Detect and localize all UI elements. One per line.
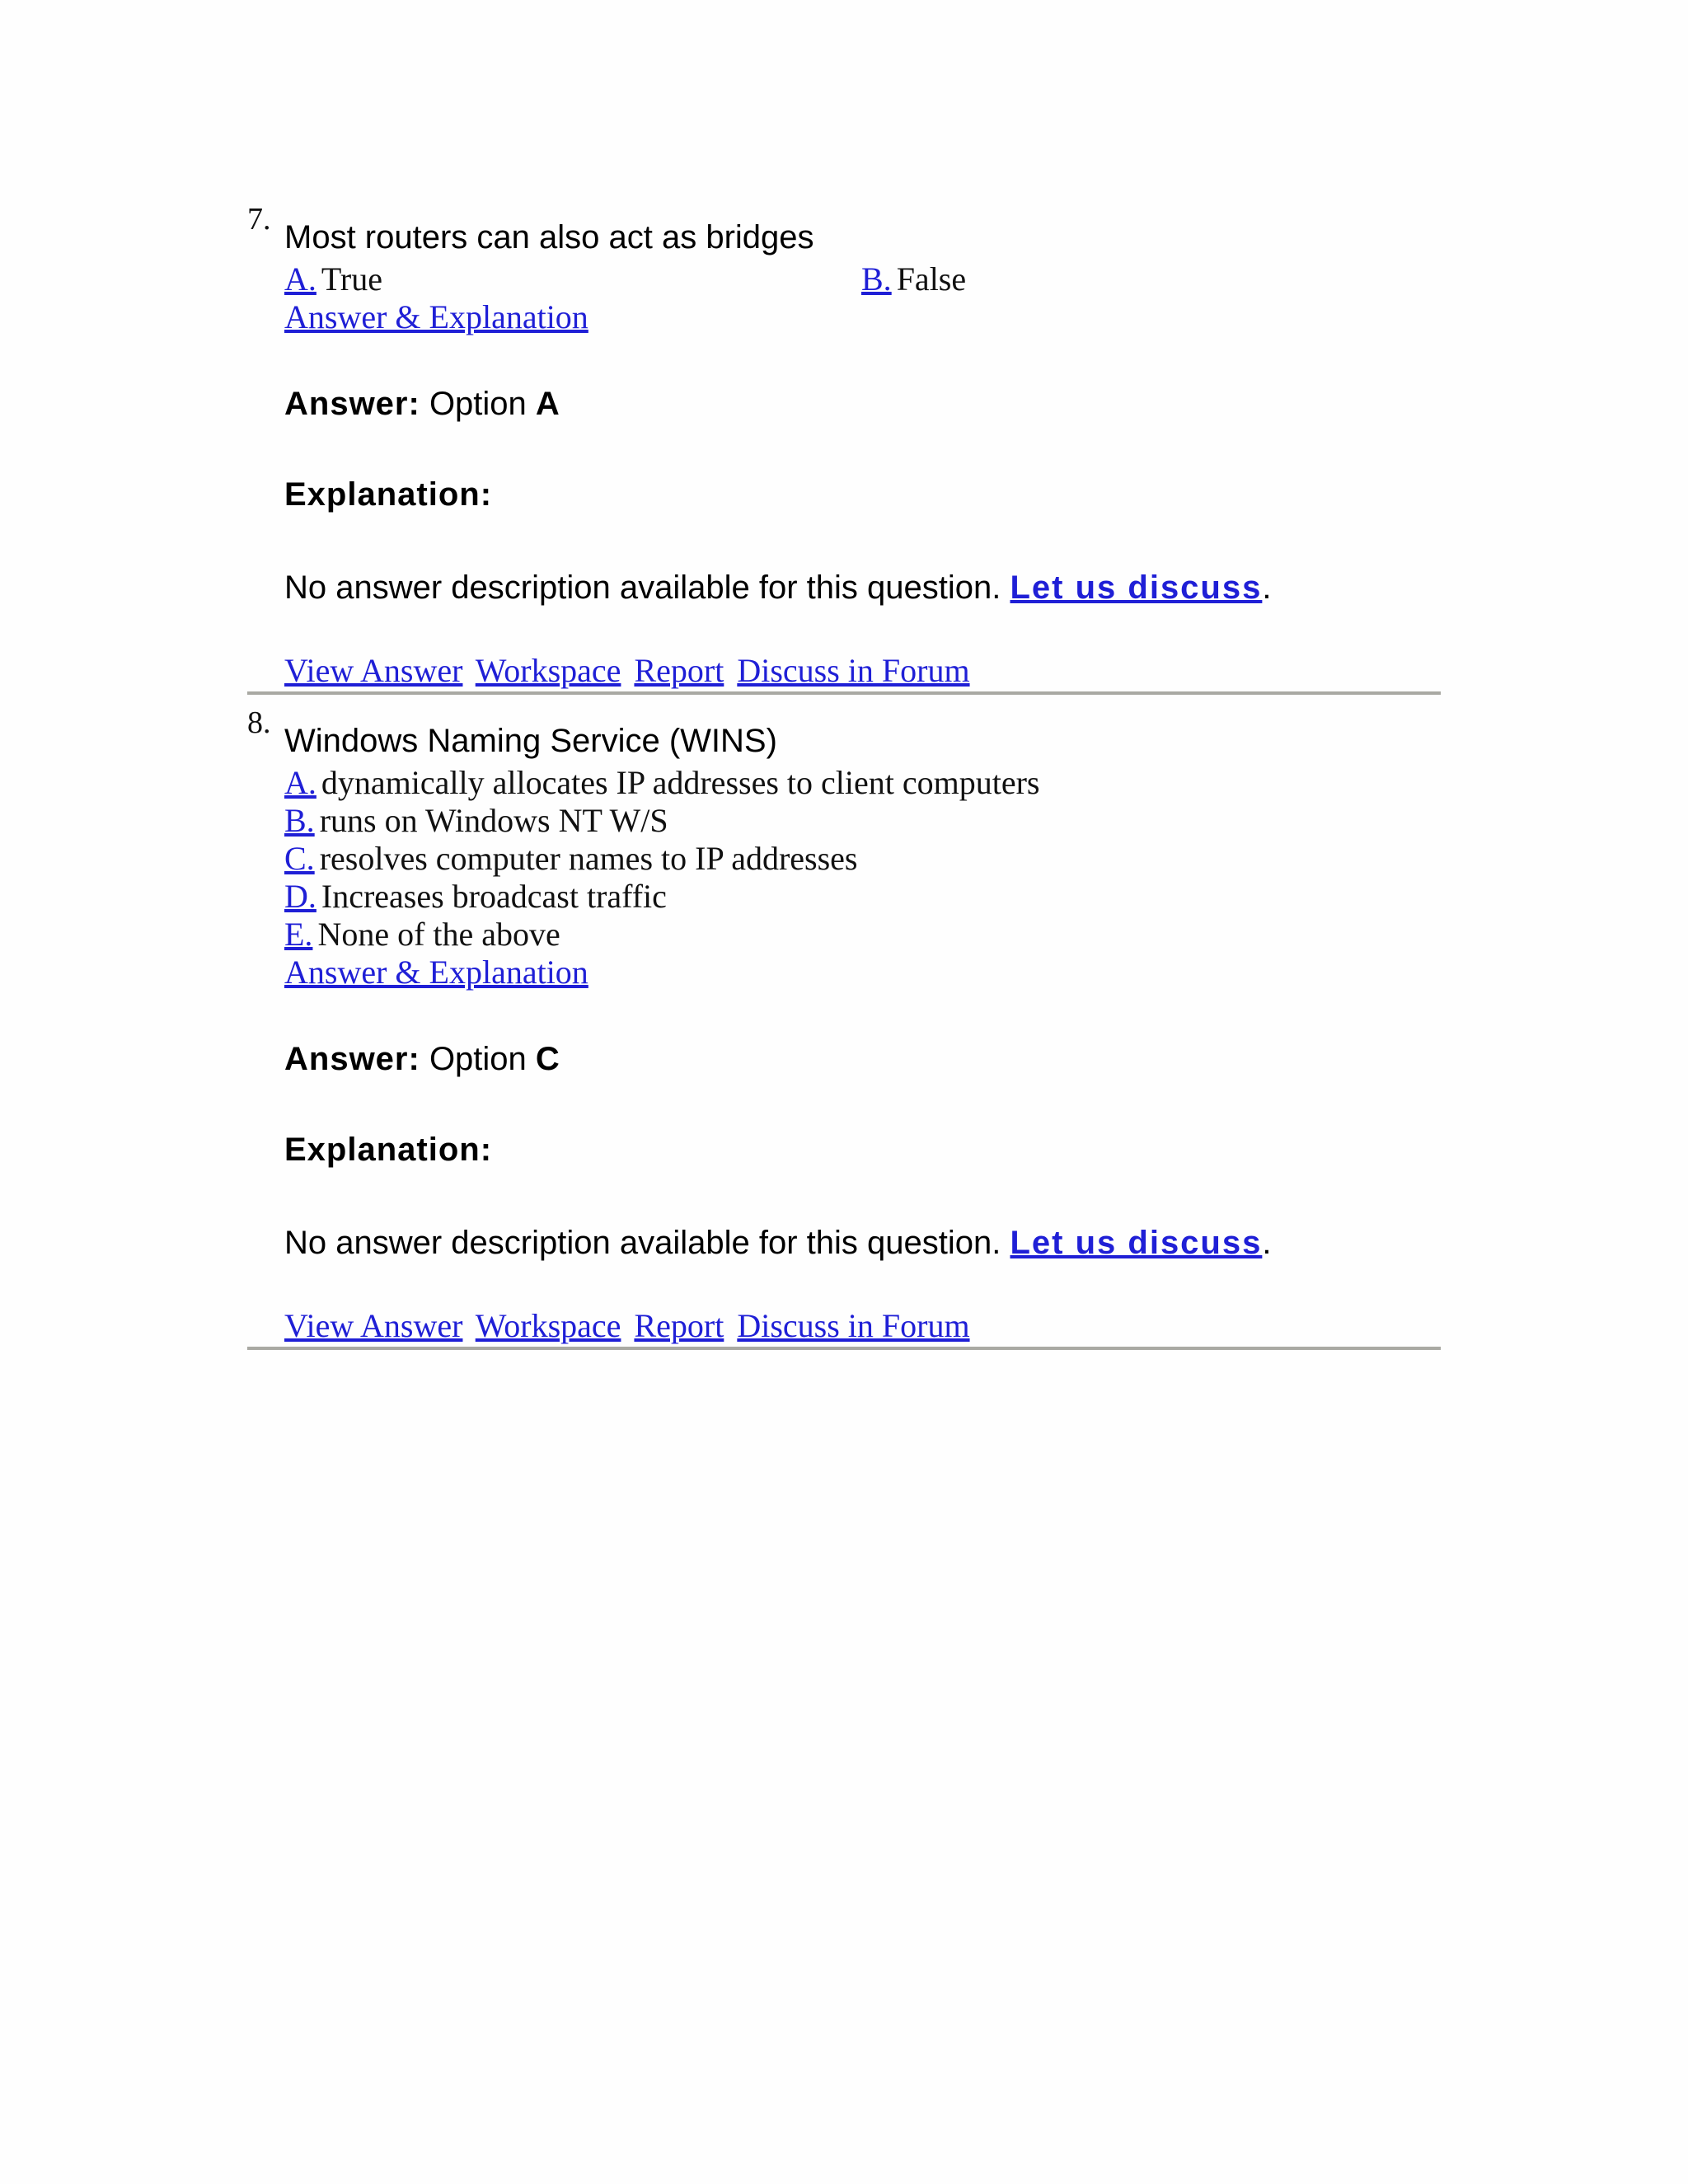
option-e-text: None of the above [317, 916, 560, 953]
answer-explanation-link[interactable]: Answer & Explanation [284, 298, 588, 335]
let-us-discuss-link[interactable]: Let us discuss [1010, 569, 1263, 606]
option-b [284, 802, 1441, 840]
question-body [284, 214, 1441, 695]
option-a [284, 764, 1441, 802]
question-divider [247, 691, 1441, 695]
option-e [284, 916, 1441, 954]
option-c-link[interactable]: C. [284, 840, 315, 877]
answer-explanation-row [284, 298, 1441, 336]
option-b-link[interactable]: B. [861, 260, 892, 298]
explanation-label: Explanation: [284, 476, 493, 513]
question-actions [284, 1307, 1441, 1345]
answer-option-prefix: Option [429, 386, 527, 422]
question-actions [284, 652, 1441, 690]
option-a [284, 260, 861, 298]
workspace-link[interactable]: Workspace [475, 652, 621, 689]
answer-option-letter: A [535, 386, 560, 422]
answer-explanation-row [284, 954, 1441, 991]
option-a-link[interactable]: A. [284, 260, 316, 298]
question-8 [247, 701, 1441, 1350]
answer-line [284, 386, 1441, 423]
answer-option-prefix: Option [429, 1041, 527, 1077]
option-d-text: Increases broadcast traffic [321, 878, 667, 915]
answer-label: Answer: [284, 1041, 420, 1077]
question-divider [247, 1347, 1441, 1350]
report-link[interactable]: Report [634, 652, 724, 689]
option-b-link[interactable]: B. [284, 802, 315, 839]
question-body [284, 718, 1441, 1350]
option-a-text: dynamically allocates IP addresses to client computers [321, 764, 1040, 801]
explanation-end: . [1262, 1225, 1272, 1261]
workspace-link[interactable]: Workspace [475, 1307, 621, 1344]
answer-explanation-link[interactable]: Answer & Explanation [284, 954, 588, 991]
question-number: 8. [247, 705, 271, 740]
discuss-in-forum-link[interactable]: Discuss in Forum [737, 1307, 970, 1344]
discuss-in-forum-link[interactable]: Discuss in Forum [737, 652, 970, 689]
options-list [284, 764, 1441, 954]
answer-label: Answer: [284, 386, 420, 422]
explanation-label: Explanation: [284, 1132, 493, 1168]
let-us-discuss-link[interactable]: Let us discuss [1010, 1225, 1263, 1261]
answer-option-letter: C [535, 1041, 560, 1077]
view-answer-link[interactable]: View Answer [284, 1307, 463, 1344]
option-a-link[interactable]: A. [284, 764, 316, 801]
option-b [861, 260, 1438, 298]
option-b-text: runs on Windows NT W/S [319, 802, 668, 839]
option-b-text: False [896, 260, 967, 298]
explanation-text [284, 569, 1441, 607]
option-d-link[interactable]: D. [284, 878, 316, 915]
option-c-text: resolves computer names to IP addresses [319, 840, 858, 877]
answer-line [284, 1041, 1441, 1078]
explanation-body: No answer description available for this question. [284, 569, 1001, 606]
report-link[interactable]: Report [634, 1307, 724, 1344]
explanation-end: . [1262, 569, 1272, 606]
options-list [284, 260, 1441, 298]
option-a-text: True [321, 260, 382, 298]
question-7 [247, 198, 1441, 695]
explanation-text [284, 1225, 1441, 1262]
explanation-body: No answer description available for this question. [284, 1225, 1001, 1261]
option-e-link[interactable]: E. [284, 916, 313, 953]
question-text: Most routers can also act as bridges [284, 219, 814, 255]
option-d [284, 878, 1441, 916]
view-answer-link[interactable]: View Answer [284, 652, 463, 689]
question-text: Windows Naming Service (WINS) [284, 723, 777, 759]
option-c [284, 840, 1441, 878]
question-number: 7. [247, 202, 271, 237]
